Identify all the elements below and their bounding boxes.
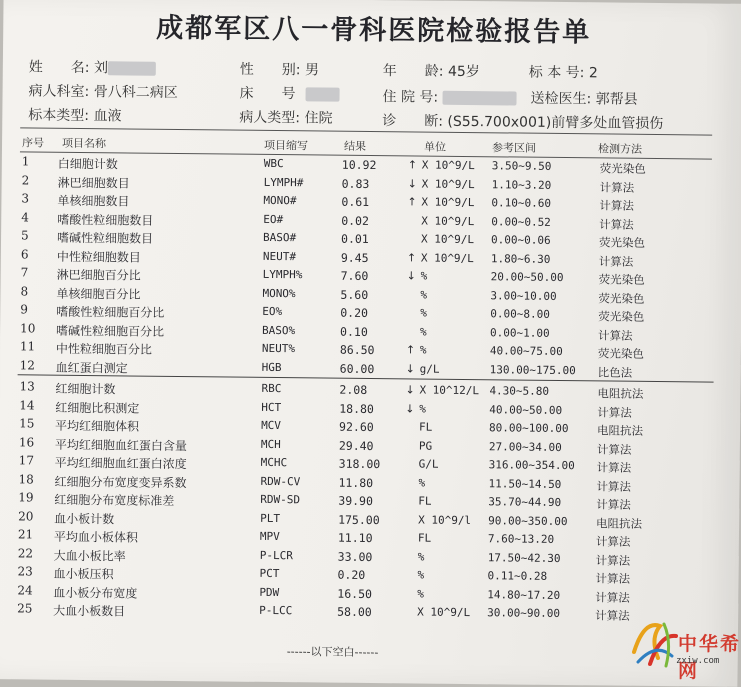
item-name: 中性粒细胞数目 — [56, 249, 141, 265]
result-value: 0.83 — [341, 176, 370, 191]
patient-age-field — [383, 60, 480, 81]
row-number: 20 — [18, 508, 34, 523]
patient-name-field — [29, 56, 156, 77]
item-abbreviation: P-LCC — [259, 603, 293, 618]
row-number: 9 — [20, 302, 29, 317]
item-name: 中性粒细胞百分比 — [55, 341, 152, 357]
item-abbreviation: MCV — [261, 418, 282, 433]
unit-value: g/L — [419, 362, 440, 376]
row-number: 19 — [18, 490, 34, 505]
abnormal-flag: ↓ — [406, 269, 416, 283]
row-number: 15 — [19, 416, 35, 431]
item-name: 白细胞计数 — [57, 156, 118, 172]
result-value: 2.08 — [339, 382, 368, 397]
item-abbreviation: RBC — [261, 381, 282, 396]
row-number: 2 — [21, 172, 30, 187]
row-number: 11 — [19, 339, 36, 354]
unit-value: X 10^9/L — [421, 214, 475, 228]
reference-range: 7.60~13.20 — [487, 532, 555, 546]
reference-range: 40.00~50.00 — [489, 402, 563, 417]
item-name: 血小板压积 — [53, 566, 114, 582]
reference-range: 0.00~0.06 — [490, 233, 551, 247]
col-header-result: 结果 — [343, 139, 367, 153]
row-number: 13 — [19, 379, 35, 394]
item-name: 血小板计数 — [54, 511, 115, 526]
patient-sex-value: 男 — [304, 62, 320, 79]
row-number: 8 — [20, 283, 29, 298]
unit-value: FL — [419, 420, 433, 434]
item-abbreviation: HCT — [261, 400, 282, 414]
reference-range: 11.50~14.50 — [488, 476, 562, 491]
diagnosis-value: (S55.700x001)前臂多处血管损伤 — [447, 113, 664, 133]
reference-range: 0.00~8.00 — [490, 307, 550, 321]
reference-range: 40.00~75.00 — [489, 344, 563, 359]
result-value: 0.61 — [341, 194, 370, 209]
row-number: 4 — [21, 209, 29, 224]
item-abbreviation: RDW-CV — [260, 474, 301, 488]
result-value: 11.80 — [338, 475, 374, 490]
test-method: 计算法 — [595, 552, 631, 568]
unit-value: % — [420, 288, 428, 302]
col-header-method: 检测方法 — [597, 142, 643, 156]
unit-value: % — [420, 325, 427, 339]
item-abbreviation: PLT — [260, 511, 281, 525]
reference-range: 0.10~0.60 — [491, 196, 552, 210]
reference-range: 1.10~3.20 — [491, 177, 552, 192]
result-value: 29.40 — [338, 438, 374, 453]
diagnosis-field — [382, 110, 663, 133]
bed-field — [239, 83, 340, 104]
item-name: 单核细胞百分比 — [56, 286, 141, 302]
unit-value: X 10^9/L — [421, 177, 475, 191]
row-number: 17 — [18, 453, 35, 468]
item-name: 单核细胞数目 — [57, 193, 130, 209]
unit-value: PG — [418, 439, 433, 453]
row-number: 3 — [21, 191, 30, 206]
result-value: 18.80 — [339, 401, 374, 416]
row-number: 10 — [20, 320, 36, 335]
result-value: 175.00 — [338, 512, 380, 527]
result-value: 0.20 — [340, 305, 369, 320]
test-method: 荧光染色 — [598, 309, 645, 324]
test-method: 计算法 — [595, 534, 631, 549]
col-header-no: 序号 — [21, 136, 45, 150]
test-method: 计算法 — [597, 327, 633, 343]
reference-range: 3.00~10.00 — [490, 288, 557, 303]
reference-range: 0.00~1.00 — [490, 325, 550, 340]
item-name: 血小板分布宽度 — [53, 585, 138, 601]
item-abbreviation: NEUT% — [261, 341, 296, 356]
watermark-text: 中华希网 — [678, 633, 741, 682]
test-method: 电阻抗法 — [597, 386, 644, 401]
unit-value: X 10^9/L — [417, 605, 471, 620]
item-abbreviation: EO% — [262, 304, 283, 319]
patient-sex-field — [240, 59, 319, 80]
test-method: 计算法 — [595, 608, 630, 623]
item-abbreviation: P-LCR — [259, 548, 293, 562]
unit-value: % — [417, 550, 425, 564]
item-abbreviation: BASO# — [263, 230, 297, 245]
test-method: 计算法 — [597, 404, 632, 420]
test-method: 荧光染色 — [598, 235, 646, 250]
test-method: 荧光染色 — [597, 346, 644, 361]
test-method: 荧光染色 — [598, 290, 645, 306]
reference-range: 90.00~350.00 — [488, 513, 568, 528]
col-header-abbr: 项目缩写 — [263, 138, 309, 153]
specimen-type-value: 血液 — [93, 108, 122, 125]
result-value: 60.00 — [339, 361, 375, 376]
doctor-value: 郭帮县 — [595, 91, 638, 108]
item-abbreviation: PCT — [259, 566, 280, 581]
reference-range: 30.00~90.00 — [487, 606, 561, 621]
result-value: 0.01 — [340, 231, 369, 246]
reference-range: 20.00~50.00 — [490, 270, 564, 285]
reference-range: 17.50~42.30 — [487, 550, 561, 565]
unit-value: FL — [417, 531, 432, 545]
reference-range: 80.00~100.00 — [489, 421, 569, 436]
abnormal-flag: ↓ — [405, 401, 415, 415]
reference-range: 1.80~6.30 — [490, 251, 551, 266]
row-number: 25 — [17, 601, 33, 616]
col-header-ref: 参考区间 — [491, 141, 537, 155]
test-method: 计算法 — [599, 216, 634, 232]
reference-range: 14.80~17.20 — [487, 587, 561, 602]
item-name: 淋巴细胞数目 — [57, 175, 130, 190]
item-abbreviation: RDW-SD — [260, 492, 301, 507]
test-method: 电阻抗法 — [596, 423, 644, 438]
result-value: 16.50 — [337, 586, 373, 601]
row-number: 18 — [18, 471, 34, 486]
item-abbreviation: MONO% — [262, 286, 296, 300]
item-abbreviation: HGB — [261, 360, 282, 374]
abnormal-flag: ↓ — [407, 176, 417, 190]
item-name: 红细胞计数 — [55, 381, 116, 397]
test-method: 计算法 — [596, 460, 632, 475]
col-header-name: 项目名称 — [61, 136, 107, 151]
result-value: 0.02 — [341, 213, 370, 228]
specimen-type-field — [28, 104, 121, 125]
patient-sex-label: 性 别: — [239, 61, 301, 79]
unit-value: % — [418, 476, 426, 490]
result-value: 33.00 — [337, 549, 373, 564]
unit-value: FL — [418, 494, 432, 508]
reference-range: 35.70~44.90 — [488, 495, 562, 510]
abnormal-flag: ↓ — [405, 361, 415, 375]
item-name: 血红蛋白测定 — [55, 360, 128, 375]
item-name: 红细胞分布宽度变异系数 — [54, 474, 187, 490]
watermark-url: zxiw.com — [676, 656, 720, 666]
row-number: 23 — [17, 564, 33, 579]
test-method: 计算法 — [596, 497, 631, 512]
result-value: 11.10 — [337, 530, 373, 546]
unit-value: X 10^9/L — [420, 251, 474, 265]
unit-value: % — [419, 402, 426, 416]
row-number: 16 — [18, 434, 35, 449]
item-name: 红细胞分布宽度标准差 — [54, 492, 175, 508]
test-method: 计算法 — [595, 589, 630, 605]
result-value: 10.92 — [341, 157, 377, 173]
item-name: 平均红细胞体积 — [55, 418, 140, 434]
result-value: 318.00 — [338, 456, 381, 472]
specimen-number-label: 标 本 号: — [528, 64, 585, 82]
reference-range: 316.00~354.00 — [488, 458, 575, 473]
specimen-type-label: 标本类型: — [28, 107, 90, 125]
test-method: 计算法 — [595, 571, 631, 586]
admission-number-label: 住 院 号: — [382, 89, 439, 106]
row-number: 5 — [21, 228, 29, 243]
result-value: 86.50 — [339, 342, 375, 358]
unit-value: X 10^9/L — [421, 195, 475, 210]
result-value: 39.90 — [338, 493, 374, 509]
item-name: 嗜碱性粒细胞百分比 — [56, 323, 165, 339]
patient-name-value: 刘 — [93, 60, 109, 77]
item-name: 红细胞比积测定 — [55, 400, 140, 416]
row-number: 14 — [19, 397, 35, 412]
col-header-unit: 单位 — [423, 140, 447, 154]
item-abbreviation: MONO# — [263, 193, 297, 208]
abnormal-flag: ↑ — [407, 195, 417, 209]
unit-value: % — [417, 568, 425, 582]
report-title: 成都军区八一骨科医院检验报告单 — [156, 12, 592, 49]
unit-value: % — [417, 587, 425, 601]
redacted-name — [108, 61, 156, 76]
diagnosis-label: 诊 断: — [382, 113, 444, 130]
abnormal-flag: ↑ — [406, 250, 417, 264]
item-name: 大血小板数目 — [53, 603, 126, 619]
admission-number-field — [382, 86, 516, 107]
patient-type-label: 病人类型: — [239, 109, 301, 127]
patient-type-field — [239, 107, 332, 128]
item-abbreviation: NEUT# — [262, 249, 297, 263]
patient-age-value: 45岁 — [447, 63, 480, 81]
bed-label: 床 号 — [239, 85, 296, 103]
result-value: 7.60 — [340, 268, 369, 283]
item-abbreviation: LYMPH# — [263, 175, 304, 189]
specimen-number-field — [529, 62, 598, 83]
item-name: 嗜碱性粒细胞数目 — [56, 230, 154, 246]
item-name: 大血小板比率 — [53, 548, 126, 563]
item-name: 平均血小板体积 — [53, 529, 139, 545]
redacted-bed — [306, 87, 340, 101]
test-method: 电阻抗法 — [596, 515, 643, 531]
row-number: 12 — [19, 357, 36, 372]
row-number: 7 — [20, 265, 29, 280]
unit-value: X 10^12/L — [419, 383, 480, 398]
reference-range: 4.30~5.80 — [489, 384, 550, 398]
row-number: 1 — [21, 154, 30, 169]
specimen-number-value: 2 — [588, 65, 598, 82]
unit-value: G/L — [418, 457, 439, 471]
item-abbreviation: MCHC — [260, 455, 288, 470]
abnormal-flag: ↑ — [405, 343, 416, 357]
item-abbreviation: MPV — [259, 529, 280, 544]
row-number: 21 — [17, 527, 34, 542]
reference-range: 0.11~0.28 — [487, 569, 548, 583]
test-method: 计算法 — [596, 441, 632, 457]
item-name: 嗜酸性粒细胞数目 — [57, 212, 154, 228]
abnormal-flag: ↑ — [407, 158, 418, 172]
reference-range: 130.00~175.00 — [489, 362, 576, 377]
unit-value: X 10^9/L — [421, 158, 475, 173]
test-method: 计算法 — [599, 179, 635, 195]
unit-value: X 10^9/L — [420, 232, 475, 247]
test-method: 计算法 — [598, 253, 634, 269]
item-abbreviation: LYMPH% — [262, 267, 303, 282]
item-abbreviation: WBC — [263, 156, 284, 171]
unit-value: % — [420, 269, 428, 283]
department-label: 病人科室: — [28, 83, 90, 101]
test-method: 荧光染色 — [599, 161, 646, 176]
row-number: 6 — [20, 246, 29, 261]
result-value: 0.10 — [340, 324, 368, 339]
doctor-label: 送检医生: — [530, 90, 592, 108]
doctor-field — [530, 88, 637, 109]
result-value: 9.45 — [340, 250, 369, 265]
result-value: 58.00 — [337, 604, 372, 620]
item-abbreviation: EO# — [263, 212, 284, 226]
patient-age-label: 年 龄: — [382, 63, 444, 80]
item-name: 淋巴细胞百分比 — [56, 267, 141, 283]
reference-range: 3.50~9.50 — [491, 159, 552, 173]
patient-type-value: 住院 — [304, 110, 333, 127]
abnormal-flag: ↓ — [405, 383, 415, 397]
result-value: 0.20 — [337, 567, 366, 582]
item-abbreviation: BASO% — [262, 323, 296, 337]
row-number: 24 — [17, 582, 33, 597]
item-name: 嗜酸性粒细胞百分比 — [56, 304, 165, 320]
test-method: 计算法 — [596, 478, 632, 494]
department-value: 骨八科二病区 — [93, 84, 178, 101]
department-field — [28, 80, 177, 102]
test-method: 比色法 — [597, 364, 633, 380]
redacted-admission-number — [443, 91, 517, 106]
item-abbreviation: PDW — [259, 585, 280, 599]
result-value: 92.60 — [339, 419, 374, 435]
unit-value: X 10^9/l — [418, 513, 472, 527]
result-value: 5.60 — [340, 287, 369, 302]
item-name: 平均红细胞血红蛋白浓度 — [54, 455, 187, 472]
item-abbreviation: MCH — [260, 437, 281, 451]
reference-range: 0.00~0.52 — [491, 214, 551, 229]
patient-name-label: 姓 名: — [28, 59, 90, 77]
unit-value: % — [419, 343, 427, 357]
test-method: 荧光染色 — [598, 272, 645, 287]
test-method: 计算法 — [599, 198, 634, 213]
row-number: 22 — [17, 545, 34, 560]
end-of-report-marker: ------以下空白------ — [286, 645, 379, 660]
unit-value: % — [420, 306, 427, 320]
item-name: 平均红细胞血红蛋白含量 — [54, 437, 187, 453]
reference-range: 27.00~34.00 — [488, 439, 562, 454]
